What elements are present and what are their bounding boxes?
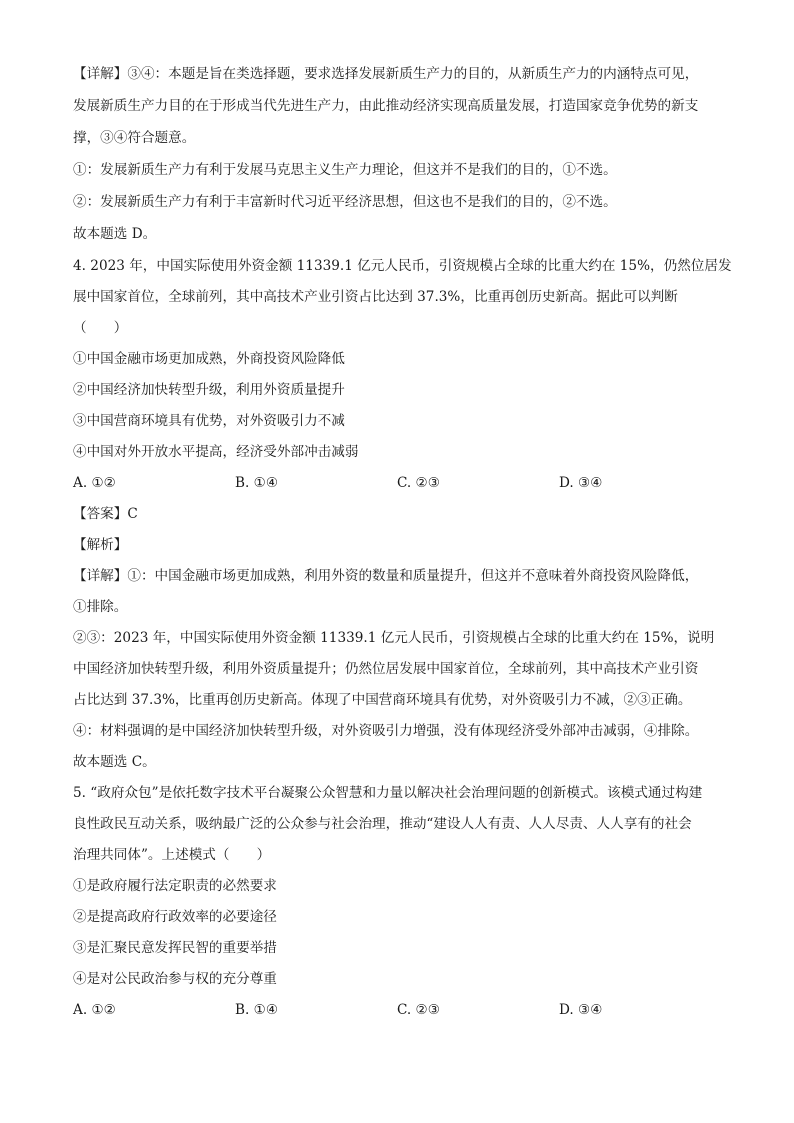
q5-option-b: B. ①④ — [235, 1002, 279, 1018]
q5-stem-line: 良性政民互动关系，吸纳最广泛的公众参与社会治理，推动“建设人人有责、人人尽责、人人享有的社会 — [73, 816, 692, 832]
q5-stem-line: 治理共同体”。上述模式（ ） — [73, 847, 271, 863]
q4-explanation-line: 占比达到 37.3%，比重再创历史新高。体现了中国营商环境具有优势，对外资吸引力不减，②③正确。 — [73, 692, 692, 708]
q4-stem-line: 4. 2023 年，中国实际使用外资金额 11339.1 亿元人民币，引资规模占全球的比重大约在 15%，仍然位居发 — [73, 258, 732, 274]
q5-options — [73, 1000, 733, 1020]
q4-explanation-line: ②③：2023 年，中国实际使用外资金额 11339.1 亿元人民币，引资规模占全球的比重大约在 15%，说明 — [73, 630, 715, 646]
q5-option-d: D. ③④ — [559, 1002, 603, 1018]
q4-statement: ②中国经济加快转型升级，利用外资质量提升 — [73, 382, 345, 398]
q4-option-c: C. ②③ — [397, 475, 440, 491]
q4-option-b: B. ①④ — [235, 475, 279, 491]
q4-answer: 【答案】C — [73, 506, 138, 522]
q4-analysis-label: 【解析】 — [73, 537, 128, 553]
q4-explanation-line: 中国经济加快转型升级，利用外资质量提升；仍然位居发展中国家首位，全球前列，其中高技术产业引资 — [73, 661, 699, 677]
q5-statement: ④是对公民政治参与权的充分尊重 — [73, 971, 277, 987]
q4-option-d: D. ③④ — [559, 475, 603, 491]
q4-statement: ③中国营商环境具有优势，对外资吸引力不减 — [73, 413, 345, 429]
q5-statement: ②是提高政府行政效率的必要途径 — [73, 909, 277, 925]
q4-options — [73, 473, 733, 493]
q5-statement: ③是汇聚民意发挥民智的重要举措 — [73, 940, 277, 956]
q4-conclusion-line: 故本题选 C。 — [73, 754, 156, 770]
detail-line: 撑，③④符合题意。 — [73, 130, 196, 146]
detail-line: ①：发展新质生产力有利于发展马克思主义生产力理论，但这并不是我们的目的，①不选。 — [73, 162, 617, 178]
q5-stem-line: 5. “政府众包”是依托数字技术平台凝聚公众智慧和力量以解决社会治理问题的创新模式。该模式通过构建 — [73, 785, 703, 801]
q4-option-a: A. ①② — [73, 475, 116, 491]
q4-statement: ④中国对外开放水平提高，经济受外部冲击减弱 — [73, 444, 359, 460]
q4-stem-line: （ ） — [73, 320, 128, 336]
q4-explanation-line: 【详解】①：中国金融市场更加成熟，利用外资的数量和质量提升，但这并不意味着外商投资风险降低， — [73, 568, 699, 584]
q5-option-a: A. ①② — [73, 1002, 116, 1018]
q4-statement: ①中国金融市场更加成熟，外商投资风险降低 — [73, 351, 345, 367]
q5-option-c: C. ②③ — [397, 1002, 440, 1018]
detail-line: 【详解】③④：本题是旨在类选择题，要求选择发展新质生产力的目的，从新质生产力的内涵特点可见， — [73, 66, 699, 82]
conclusion-line: 故本题选 D。 — [73, 226, 157, 242]
q4-stem-line: 展中国家首位，全球前列，其中高技术产业引资占比达到 37.3%，比重再创历史新高。据此可以判断 — [73, 289, 678, 305]
detail-line: 发展新质生产力目的在于形成当代先进生产力，由此推动经济实现高质量发展，打造国家竞争优势的新支 — [73, 98, 699, 114]
q5-statement: ①是政府履行法定职责的必然要求 — [73, 878, 277, 894]
detail-line: ②：发展新质生产力有利于丰富新时代习近平经济思想，但这也不是我们的目的，②不选。 — [73, 194, 617, 210]
q4-explanation-line: ①排除。 — [73, 599, 128, 615]
q4-explanation-line: ④：材料强调的是中国经济加快转型升级，对外资吸引力增强，没有体现经济受外部冲击减弱，④排除。 — [73, 723, 699, 739]
